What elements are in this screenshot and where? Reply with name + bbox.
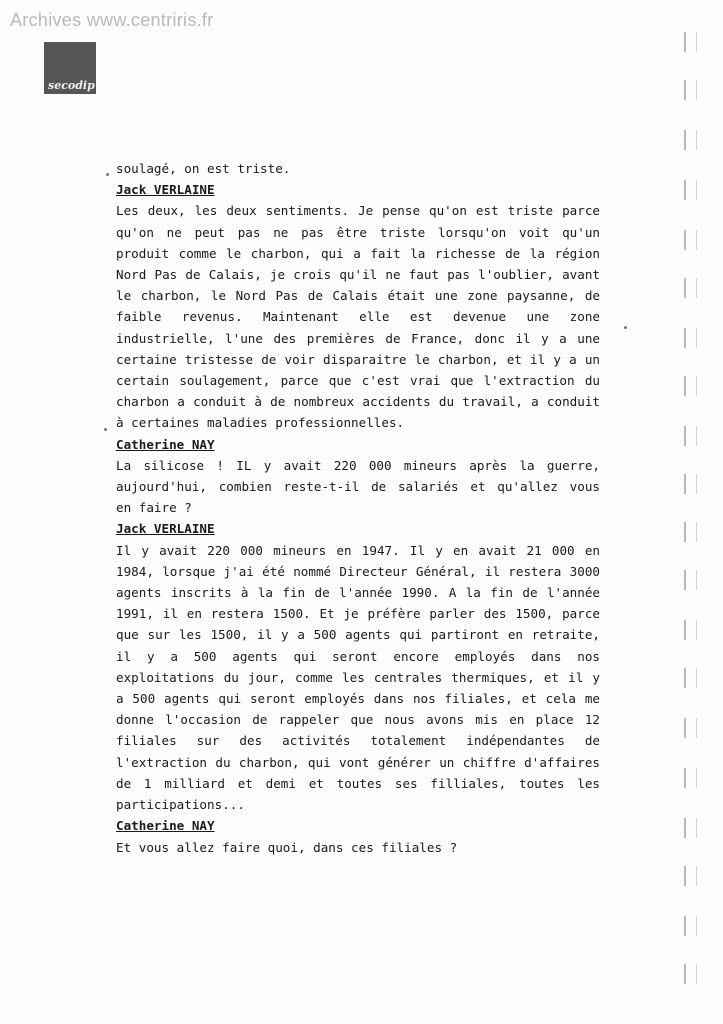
- text-line: certaine tristesse de voir disparaitre le charbon, et il y a un: [116, 351, 600, 367]
- text-line: 1984, lorsque j'ai été nommé Directeur Général, il restera 3000: [116, 563, 600, 579]
- speech-paragraph: [116, 200, 600, 433]
- text-line: exploitations du jour, comme les centrales thermiques, et il y: [116, 669, 600, 685]
- text-line: Il y avait 220 000 mineurs en 1947. Il y en avait 21 000 en: [116, 542, 600, 558]
- secodip-logo: [44, 42, 96, 94]
- text-line: Les deux, les deux sentiments. Je pense qu'on est triste parce: [116, 203, 600, 219]
- scan-speck: [106, 173, 109, 176]
- text-line: filiales sur des activités totalement indépendantes de: [116, 733, 600, 749]
- text-line: Nord Pas de Calais, je crois qu'il ne faut pas l'oublier, avant: [116, 267, 600, 283]
- text-line: produit comme le charbon, qui a fait la richesse de la région: [116, 245, 600, 261]
- speaker-name: Catherine NAY: [116, 818, 215, 834]
- logo-text: secodip: [48, 79, 95, 92]
- speaker-name: Jack VERLAINE: [116, 182, 215, 198]
- text-line: le charbon, le Nord Pas de Calais était une zone paysanne, de: [116, 288, 600, 304]
- text-line: charbon a conduit à de nombreux accidents du travail, a conduit: [116, 394, 600, 410]
- speaker-name: Catherine NAY: [116, 436, 215, 452]
- transcript-body: [116, 158, 600, 858]
- text-line: 1991, il en restera 1500. Et je préfère parler des 1500, parce: [116, 606, 600, 622]
- speech-paragraph: [116, 158, 600, 179]
- text-line: de 1 milliard et demi et toutes ses filliales, toutes les: [116, 775, 600, 791]
- scan-speck: [104, 428, 107, 431]
- text-line: il y a 500 agents qui seront encore employés dans nos: [116, 648, 600, 664]
- text-line: a 500 agents qui seront employés dans nos filiales, et cela me: [116, 691, 600, 707]
- text-line: participations...: [116, 797, 245, 813]
- text-line: qu'on ne peut pas ne pas être triste lorsqu'on voit qu'un: [116, 224, 600, 240]
- text-line: Et vous allez faire quoi, dans ces filiales ?: [116, 839, 458, 855]
- text-line: à certaines maladies professionnelles.: [116, 415, 405, 431]
- text-line: faible revenus. Maintenant elle est devenue une zone: [116, 309, 600, 325]
- archive-watermark: Archives www.centriris.fr: [10, 10, 214, 30]
- text-line: soulagé, on est triste.: [116, 161, 291, 176]
- margin-marks: [684, 28, 714, 1008]
- text-line: industrielle, l'une des premières de France, donc il y a une: [116, 330, 600, 346]
- text-line: donne l'occasion de rappeler que nous avons mis en place 12: [116, 712, 600, 728]
- speech-paragraph: [116, 540, 600, 816]
- text-line: en faire ?: [116, 500, 192, 516]
- speaker-name: Jack VERLAINE: [116, 521, 215, 537]
- text-line: l'extraction du charbon, qui vont générer un chiffre d'affaires: [116, 754, 600, 770]
- text-line: que sur les 1500, il y a 500 agents qui partiront en retraite,: [116, 627, 600, 643]
- scan-speck: [624, 326, 627, 329]
- text-line: La silicose ! IL y avait 220 000 mineurs après la guerre,: [116, 457, 600, 473]
- text-line: agents inscrits à la fin de l'année 1990. A la fin de l'année: [116, 585, 600, 601]
- speech-paragraph: [116, 455, 600, 519]
- speech-paragraph: [116, 837, 600, 858]
- text-line: aujourd'hui, combien reste-t-il de salariés et qu'allez vous: [116, 479, 600, 495]
- text-line: certain soulagement, parce que c'est vrai que l'extraction du: [116, 373, 600, 389]
